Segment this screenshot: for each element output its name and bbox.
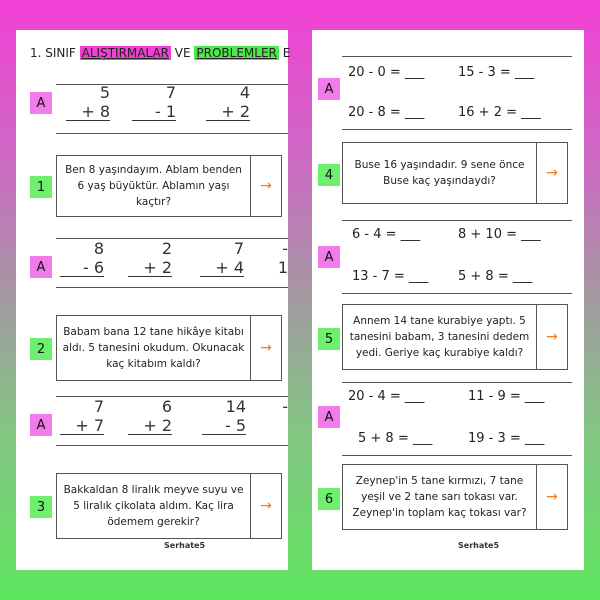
problem-box-5 [342,304,568,370]
problem-number-1: 1 [30,176,52,198]
section-tag-a: A [318,406,340,428]
problem-text: Bakkaldan 8 liralık meyve suyu ve 5 liralık çikolata aldım. Kaç lira ödemem gerekir? [57,474,251,538]
section-tag-a: A [30,92,52,114]
operation: 6 + 2 [128,397,172,435]
arrow-right-icon: → [546,489,558,505]
arrow-right-icon: → [260,340,272,356]
problem-text: Zeynep'in 5 tane kırmızı, 7 tane yeşil ve 2 tane sarı tokası var. Zeynep'in toplam kaç tokası var? [343,465,537,529]
title-highlight-alistirmalar: ALIŞTIRMALAR [81,46,169,60]
arrow-right-icon: → [260,498,272,514]
author-footer: Serhate5 [458,541,500,550]
section-tag-a: A [30,414,52,436]
equation: 11 - 9 = ___ [468,389,545,404]
equation: 20 - 0 = ___ [348,65,425,80]
operation: 7 + 7 [60,397,104,435]
equation: 5 + 8 = ___ [358,431,433,446]
problem-number-5: 5 [318,328,340,350]
problem-number-2: 2 [30,338,52,360]
section-tag-a: A [30,256,52,278]
equation: 13 - 7 = ___ [352,269,429,284]
arrow-right-icon: → [260,178,272,194]
section-tag-a: A [318,78,340,100]
operation: 2 + 2 [128,239,172,277]
problem-text: Buse 16 yaşındadır. 9 sene önce Buse kaç yaşındaydı? [343,143,537,203]
operation: 14 - 5 [202,397,246,435]
problem-box-1 [56,155,282,217]
problem-text: Ben 8 yaşındayım. Ablam benden 6 yaş büyüktür. Ablamın yaşı kaçtır? [57,156,251,216]
equation: 20 - 4 = ___ [348,389,425,404]
equation: 20 - 8 = ___ [348,105,425,120]
equations-row [342,220,572,294]
problem-box-2 [56,315,282,381]
operations-row [56,238,288,288]
arrow-right-icon: → [546,165,558,181]
problem-text: Annem 14 tane kurabiye yaptı. 5 tanesini babam, 3 tanesini dedem yedi. Geriye kaç kurabiye kaldı? [343,305,537,369]
operation: 8 - 6 [60,239,104,277]
operation: 5 + 8 [66,83,110,121]
operations-row [56,396,288,446]
title-highlight-problemler: PROBLEMLER [196,46,277,60]
operation: 7 - 1 [132,83,176,121]
equation: 15 - 3 = ___ [458,65,535,80]
arrow-right-icon: → [546,329,558,345]
problem-box-3 [56,473,282,539]
problem-box-6 [342,464,568,530]
equation: 8 + 10 = ___ [458,227,541,242]
problem-number-6: 6 [318,488,340,510]
equation: 5 + 8 = ___ [458,269,533,284]
problem-number-3: 3 [30,496,52,518]
problem-text: Babam bana 12 tane hikâye kitabı aldı. 5 tanesini okudum. Okunacak kaç kitabım kaldı? [57,316,251,380]
problem-number-4: 4 [318,164,340,186]
page-title: 1. SINIF ALIŞTIRMALAR VE PROBLEMLER E [30,46,291,60]
equation: 16 + 2 = ___ [458,105,541,120]
operation: - 1 [277,239,288,277]
worksheet-page-right [312,30,584,570]
section-tag-a: A [318,246,340,268]
equations-row [342,382,572,456]
equation: 19 - 3 = ___ [468,431,545,446]
operation: 4 + 2 [206,83,250,121]
equation: 6 - 4 = ___ [352,227,421,242]
operations-row [56,84,288,134]
operation: 7 + 4 [200,239,244,277]
equations-row [342,56,572,130]
problem-box-4 [342,142,568,204]
worksheet-page-left [16,30,291,570]
author-footer: Serhate5 [164,541,206,550]
operation: - [282,397,288,416]
